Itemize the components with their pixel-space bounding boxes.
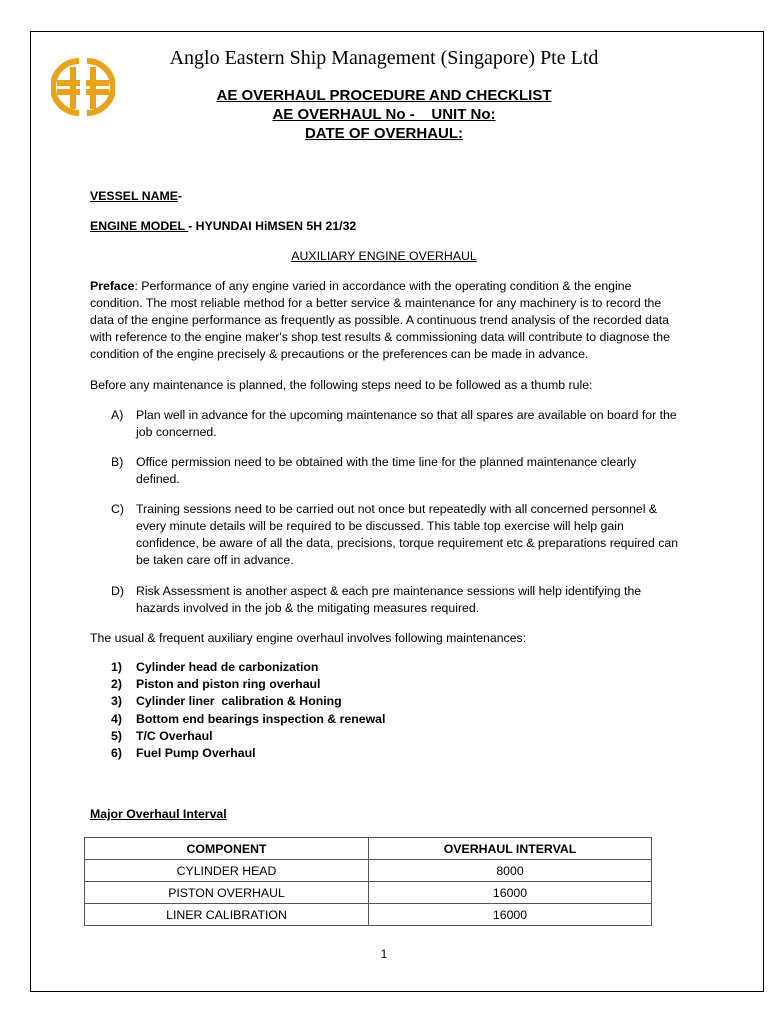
component-cell: LINER CALIBRATION (85, 904, 369, 926)
page-number: 1 (380, 947, 388, 961)
engine-model-label: ENGINE MODEL (90, 219, 189, 233)
maintenance-item (111, 677, 320, 691)
maintenance-marker: 6) (111, 746, 122, 760)
maintenance-text: Cylinder head de carbonization (136, 660, 319, 674)
maintenance-item (111, 694, 342, 708)
step-text: Office permission need to be obtained with the time line for the planned maintenance clearly defined. (136, 455, 637, 486)
overhaul-interval-table (84, 837, 652, 926)
section-title: AUXILIARY ENGINE OVERHAUL (291, 249, 477, 263)
maintenance-item (111, 660, 318, 674)
steps-intro: Before any maintenance is planned, the following steps need to be followed as a thumb rule: (90, 378, 593, 392)
vessel-name-value: - (177, 189, 183, 203)
step-text: Training sessions need to be carried out not once but repeatedly with all concerned personnel & every minute details will be required to be discussed. This table top exercise will help gain confidence, be aware of all the data, precisions, torque requirement etc & preparations required can be taken care off in advance. (136, 502, 679, 567)
interval-cell: 16000 (369, 882, 652, 904)
maintenance-text: Piston and piston ring overhaul (136, 677, 321, 691)
table-row (85, 904, 652, 926)
preface-text: : Performance of any engine varied in accordance with the operating condition & the engine condition. The most reliable method for a better service & maintenance for any machinery is to record the data of the engine performance as frequently as possible. A continuous trend analysis of the recorded data with reference to the engine maker's shop test results & commissioning data will contribute to diagnose the condition of the engine precisely & precautions or the preferences can be made in advance. (90, 279, 670, 361)
step-marker: D) (111, 584, 124, 598)
date-of-overhaul-line: DATE OF OVERHAUL: (304, 125, 464, 142)
maintenance-marker: 4) (111, 712, 122, 726)
maintenance-intro: The usual & frequent auxiliary engine overhaul involves following maintenances: (90, 631, 527, 645)
engine-model-field (90, 218, 356, 235)
overhaul-number-line: AE OVERHAUL No - UNIT No: (272, 106, 496, 123)
component-cell: PISTON OVERHAUL (85, 882, 369, 904)
table-row (85, 882, 652, 904)
maintenance-item (111, 729, 213, 743)
step-text: Risk Assessment is another aspect & each pre maintenance sessions will help identifying the hazards involved in the job & the mitigating measures required. (136, 584, 642, 615)
step-marker: B) (111, 455, 124, 469)
step-text: Plan well in advance for the upcoming maintenance so that all spares are available on board for the job concerned. (136, 408, 677, 439)
vessel-name-label: VESSEL NAME (90, 189, 178, 203)
preface-label: Preface (90, 279, 135, 293)
maintenance-text: T/C Overhaul (136, 729, 213, 743)
step-marker: C) (111, 502, 124, 516)
maintenance-marker: 2) (111, 677, 122, 691)
table-header-row (85, 838, 652, 860)
interval-cell: 8000 (369, 860, 652, 882)
interval-heading: Major Overhaul Interval (90, 807, 227, 821)
maintenance-marker: 3) (111, 694, 122, 708)
engine-model-value: - HYUNDAI HiMSEN 5H 21/32 (188, 219, 357, 233)
maintenance-text: Fuel Pump Overhaul (136, 746, 256, 760)
column-header-component: COMPONENT (85, 838, 369, 860)
maintenance-item (111, 712, 385, 726)
component-cell: CYLINDER HEAD (85, 860, 369, 882)
maintenance-marker: 1) (111, 660, 122, 674)
vessel-name-field (90, 188, 182, 205)
maintenance-marker: 5) (111, 729, 122, 743)
doc-title: AE OVERHAUL PROCEDURE AND CHECKLIST (216, 87, 552, 104)
maintenance-text: Bottom end bearings inspection & renewal (136, 712, 386, 726)
step-marker: A) (111, 408, 124, 422)
preface-paragraph (90, 278, 680, 363)
maintenance-item (111, 746, 256, 760)
column-header-interval: OVERHAUL INTERVAL (369, 838, 652, 860)
interval-cell: 16000 (369, 904, 652, 926)
maintenance-text: Cylinder liner calibration & Honing (136, 694, 342, 708)
table-row (85, 860, 652, 882)
company-name: Anglo Eastern Ship Management (Singapore) Pte Ltd (169, 47, 599, 69)
